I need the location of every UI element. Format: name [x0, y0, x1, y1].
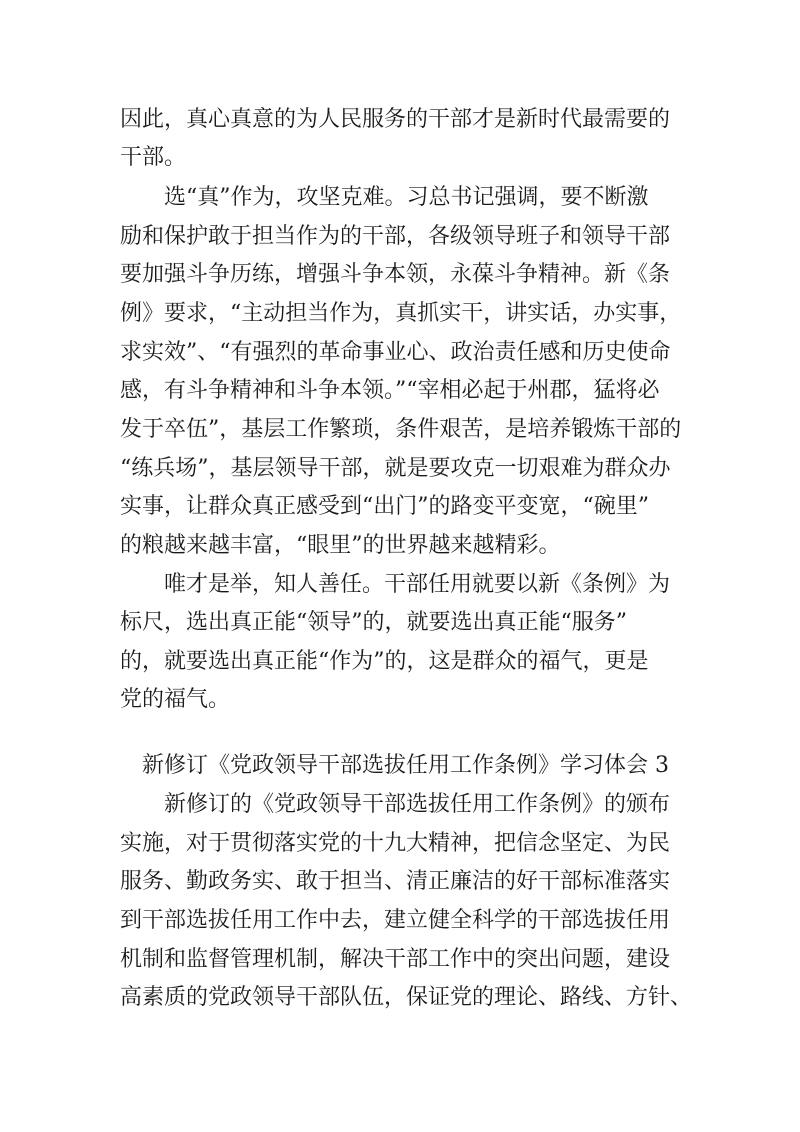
text-line: 服务、勤政务实、敢于担当、清正廉洁的好干部标准落实	[120, 869, 671, 894]
text-line: 标尺，选出真正能“领导”的，就要选出真正能“服务”	[120, 610, 627, 635]
text-line: 机制和监督管理机制，解决干部工作中的突出问题，建设	[120, 947, 671, 972]
text-line: 要加强斗争历练，增强斗争本领，永葆斗争精神。新《条	[120, 262, 671, 287]
text-line: 的，就要选出真正能“作为”的，这是群众的福气，更是	[120, 649, 649, 674]
text-line: 求实效”、“有强烈的革命事业心、政治责任感和历史使命	[120, 340, 671, 365]
text-line: 干部。	[120, 145, 187, 170]
text-line: 励和保护敢于担当作为的干部，各级领导班子和领导干部	[120, 224, 671, 249]
text-line: “练兵场”，基层领导干部，就是要攻克一切艰难为群众办	[120, 456, 671, 481]
text-line: 到干部选拔任用工作中去，建立健全科学的干部选拔任用	[120, 908, 671, 933]
text-line: 的粮越来越丰富，“眼里”的世界越来越精彩。	[120, 533, 561, 558]
section-heading: 新修订《党政领导干部选拔任用工作条例》学习体会 3	[142, 753, 669, 778]
text-line: 实施，对于贯彻落实党的十九大精神，把信念坚定、为民	[120, 831, 671, 856]
text-line: 发于卒伍”，基层工作繁琐，条件艰苦，是培养锻炼干部的	[120, 417, 682, 442]
text-line: 例》要求，“主动担当作为，真抓实干，讲实话，办实事，	[120, 301, 682, 326]
text-line: 感，有斗争精神和斗争本领。”“宰相必起于州郡，猛将必	[120, 378, 660, 403]
text-line: 唯才是举，知人善任。干部任用就要以新《条例》为	[164, 572, 671, 597]
text-line: 因此，真心真意的为人民服务的干部才是新时代最需要的	[120, 107, 671, 132]
text-line: 党的福气。	[120, 687, 231, 712]
text-line: 高素质的党政领导干部队伍，保证党的理论、路线、方针、	[120, 985, 693, 1010]
text-line: 实事，让群众真正感受到“出门”的路变平变宽，“碗里”	[120, 494, 649, 519]
text-line: 新修订的《党政领导干部选拔任用工作条例》的颁布	[164, 792, 671, 817]
text-line: 选“真”作为，攻坚克难。习总书记强调，要不断激	[164, 185, 649, 210]
